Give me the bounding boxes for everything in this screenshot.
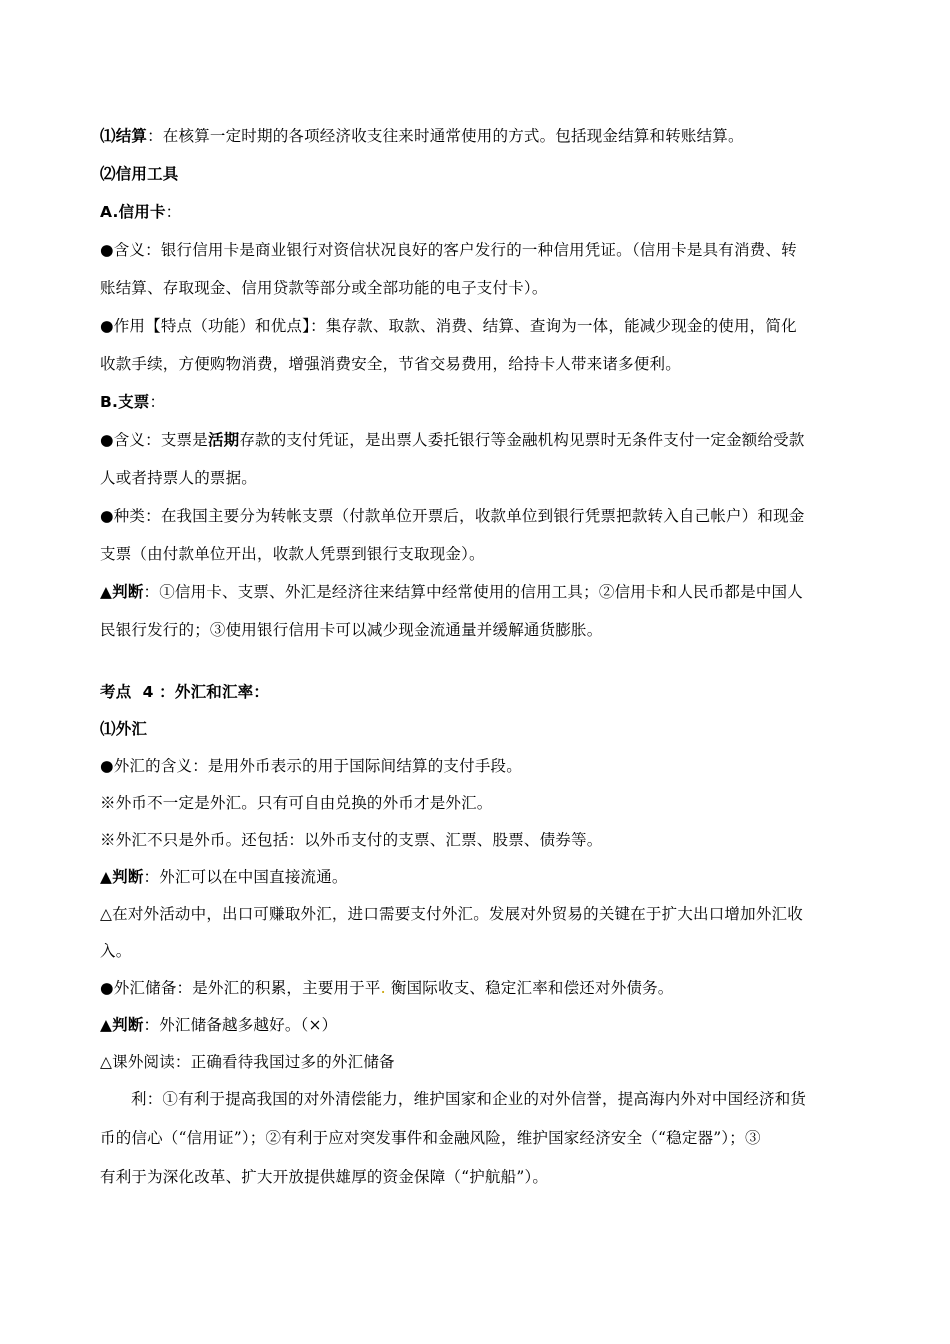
credit-card-function-line-1: ●作用【特点（功能）和优点】：集存款、取款、消费、结算、查询为一体，能减少现金的使用，简化	[100, 317, 797, 335]
settlement-term: ⑴结算	[100, 127, 148, 145]
credit-tools-heading: ⑵信用工具	[100, 165, 179, 183]
cheque-types-line-2: 支票（由付款单位开出，收款人凭票到银行支取现金）。	[100, 545, 485, 563]
foreign-activity-line-1: △在对外活动中，出口可赚取外汇，进口需要支付外汇。发展对外贸易的关键在于扩大出口增加外汇收	[100, 905, 803, 923]
cheque-meaning-line-1: ●含义：支票是活期存款的支付凭证，是出票人委托银行等金融机构见票时无条件支付一定金额给受款	[100, 431, 805, 449]
forex-judgement: ▲判断：外汇可以在中国直接流通。	[100, 868, 348, 886]
forex-meaning: ●外汇的含义：是用外币表示的用于国际间结算的支付手段。	[100, 757, 522, 775]
forex-reserve-judgement: ▲判断：外汇储备越多越好。（×）	[100, 1016, 338, 1034]
foreign-activity-line-2: 入。	[100, 942, 132, 960]
forex-reserve-meaning: ●外汇储备：是外汇的积累，主要用于平. 衡国际收支、稳定汇率和偿还对外债务。	[100, 979, 674, 997]
judgement-line-2: 民银行发行的；③使用银行信用卡可以减少现金流通量并缓解通货膨胀。	[100, 621, 603, 639]
judgement-line-1: ▲判断：①信用卡、支票、外汇是经济往来结算中经常使用的信用工具；②信用卡和人民币都是中国人	[100, 583, 803, 601]
benefits-line-2: 币的信心（“信用证”）；②有利于应对突发事件和金融风险，维护国家经济安全（“稳定器”）；③	[100, 1129, 761, 1147]
extra-reading-title: △课外阅读：正确看待我国过多的外汇储备	[100, 1053, 395, 1071]
credit-card-heading: A.信用卡：	[100, 203, 182, 221]
settlement-definition: ⑴结算：在核算一定时期的各项经济收支往来时通常使用的方式。包括现金结算和转账结算。	[100, 127, 744, 145]
benefits-line-1: 利：①有利于提高我国的对外清偿能力，维护国家和企业的对外信誉，提高海内外对中国经济和货	[131, 1090, 807, 1108]
credit-card-meaning-line-1: ●含义：银行信用卡是商业银行对资信状况良好的客户发行的一种信用凭证。（信用卡是具有消费、转	[100, 241, 797, 259]
forex-note-2: ※外汇不只是外币。还包括：以外币支付的支票、汇票、股票、债券等。	[100, 831, 603, 849]
benefits-line-3: 有利于为深化改革、扩大开放提供雄厚的资金保障（“护航船”）。	[100, 1168, 549, 1186]
cheque-meaning-line-2: 人或者持票人的票据。	[100, 469, 258, 487]
cheque-heading: B.支票：	[100, 393, 166, 411]
credit-card-function-line-2: 收款手续，方便购物消费，增强消费安全，节省交易费用，给持卡人带来诸多便利。	[100, 355, 681, 373]
demand-deposit-term: 活期	[207, 431, 240, 449]
cheque-types-line-1: ●种类：在我国主要分为转帐支票（付款单位开票后，收款单位到银行凭票把款转入自己帐户）和现金	[100, 507, 805, 525]
topic-4-heading: 考点 4 ：外汇和汇率：	[100, 683, 270, 701]
forex-note-1: ※外币不一定是外汇。只有可自由兑换的外币才是外汇。	[100, 794, 493, 812]
forex-heading: ⑴外汇	[100, 720, 148, 738]
credit-card-meaning-line-2: 账结算、存取现金、信用贷款等部分或全部功能的电子支付卡）。	[100, 279, 548, 297]
